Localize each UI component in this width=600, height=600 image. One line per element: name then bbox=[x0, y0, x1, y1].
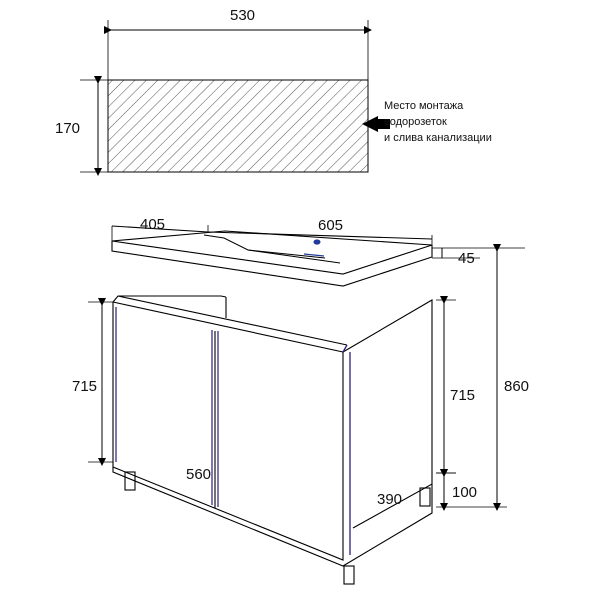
dim-560-label: 560 bbox=[186, 466, 212, 483]
drain-icon bbox=[314, 239, 321, 244]
cabinet-base-edge bbox=[113, 467, 432, 566]
cabinet-front-top-edge bbox=[113, 302, 343, 352]
note-line-1: Место монтажа bbox=[384, 100, 464, 112]
cabinet-front-panel bbox=[113, 302, 343, 560]
dim-530-label: 530 bbox=[230, 7, 256, 24]
dim-405-label: 405 bbox=[140, 216, 166, 233]
note-line-2: водорозеток bbox=[384, 116, 447, 128]
cabinet-top-back-edge bbox=[118, 296, 347, 345]
dim-715-right-label: 715 bbox=[450, 387, 476, 404]
dim-45-label: 45 bbox=[458, 250, 475, 267]
cabinet-side-panel bbox=[343, 300, 432, 484]
leg-right-back bbox=[420, 488, 430, 506]
dim-170-label: 170 bbox=[55, 120, 81, 137]
mounting-panel bbox=[55, 7, 492, 172]
dim-605-label: 605 bbox=[318, 217, 344, 234]
dim-100-label: 100 bbox=[452, 484, 478, 501]
dim-860-label: 860 bbox=[504, 378, 530, 395]
hatched-area bbox=[108, 80, 368, 172]
leg-right-front bbox=[344, 566, 354, 584]
note-line-3: и слива канализации bbox=[384, 132, 492, 144]
basin-inner-edge bbox=[248, 250, 340, 263]
dim-390-label: 390 bbox=[377, 491, 403, 508]
dim-715-left-label: 715 bbox=[72, 378, 98, 395]
basin bbox=[112, 216, 525, 286]
cabinet bbox=[72, 248, 529, 584]
